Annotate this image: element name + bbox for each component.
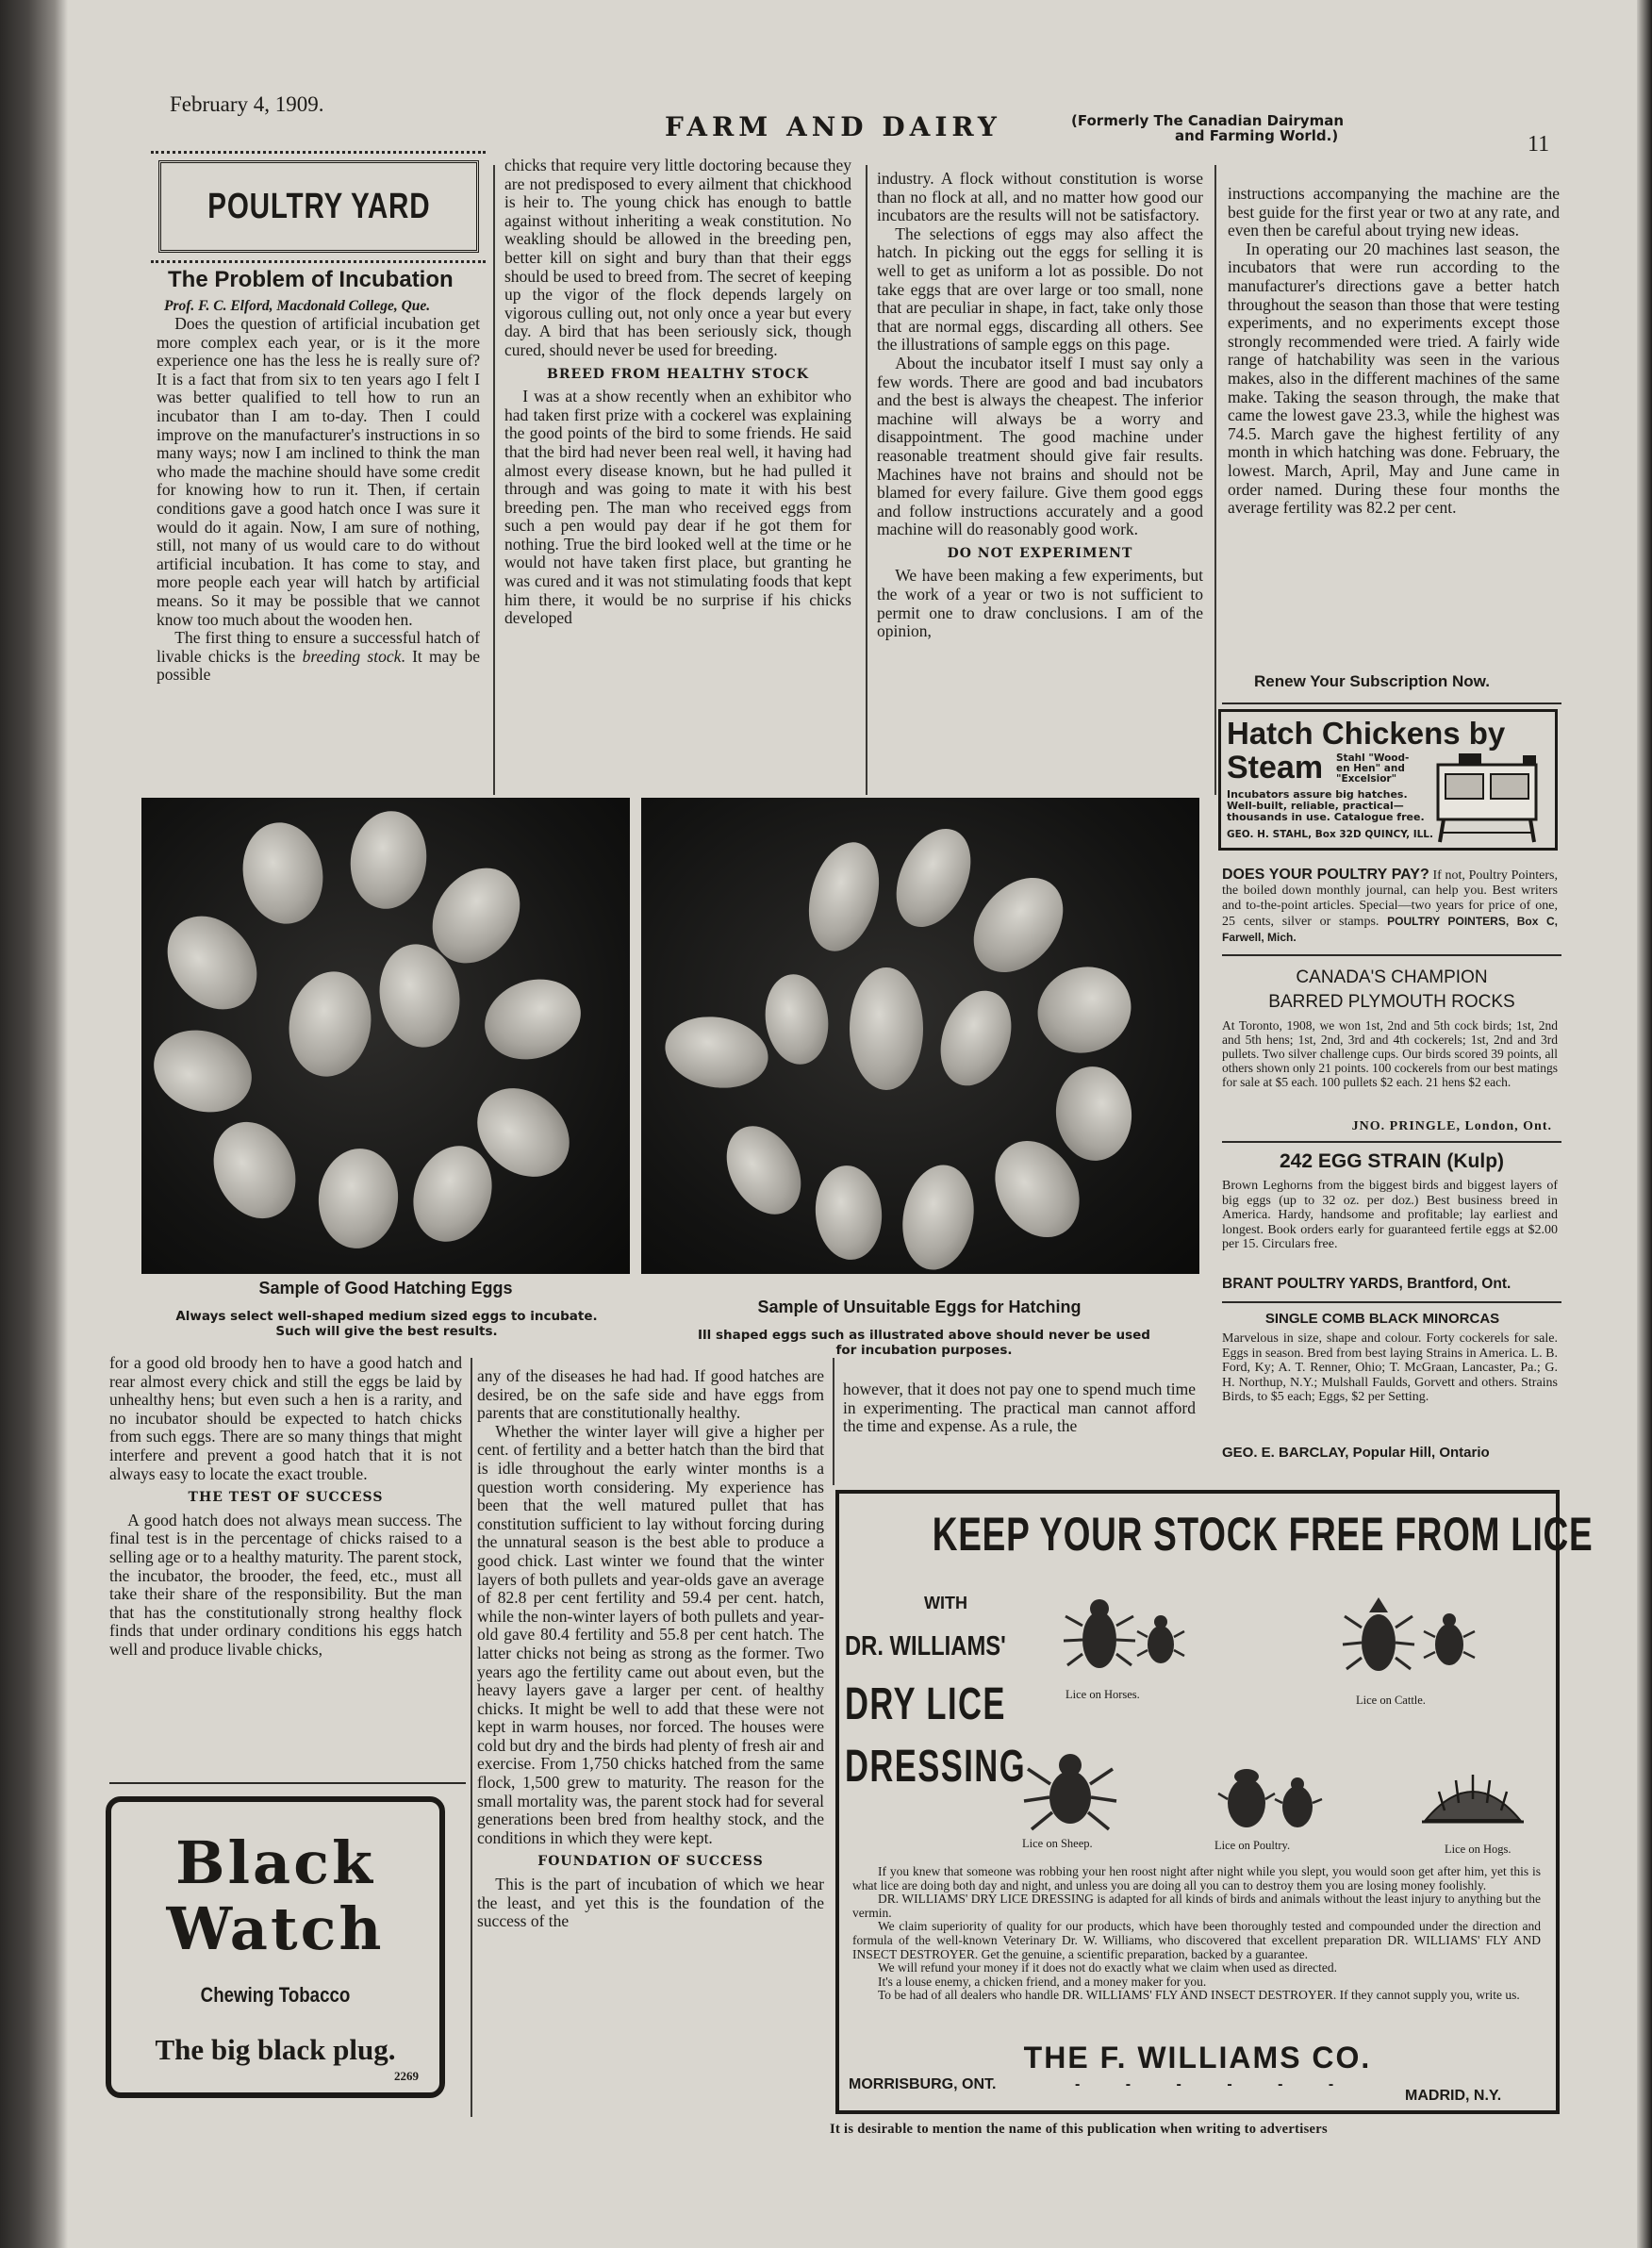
brant-title: 242 EGG STRAIN (Kulp): [1279, 1150, 1505, 1172]
paragraph: This is the part of incubation of which we hear the least, and yet this is the foundation of the success of the: [477, 1875, 824, 1931]
brant-address: BRANT POULTRY YARDS, Brantford, Ont.: [1222, 1276, 1512, 1292]
column-rule: [833, 1358, 834, 1485]
lice-horse-label: Lice on Horses.: [1066, 1688, 1140, 1701]
paragraph: I was at a show recently when an exhibitor who had taken first prize with a cockerel was explaining the good points of the bird to some friends. He said that the bird had never been real well, it having had almost every disease known, but he had pulled it through and was going to mate it with his best breeding pen. The man who received eggs from such a pen would pay dear if he got them for nothing. True the bird looked well at the time or he would not have taken first place, but granting he was cured and it was not stimulating foods that kept him there, it would be no surprise if his chicks developed: [504, 387, 851, 628]
good-eggs-caption-title: Sample of Good Hatching Eggs: [258, 1279, 513, 1298]
egg: [659, 1009, 773, 1096]
good-eggs-caption-line: Such will give the best results.: [275, 1324, 498, 1339]
bad-eggs-caption-line: for incubation purposes.: [835, 1343, 1013, 1358]
stahl-side-line: en Hen" and: [1336, 763, 1405, 774]
footer-note: It is desirable to mention the name of this publication when writing to advertisers: [830, 2122, 1328, 2137]
egg: [198, 1109, 310, 1232]
egg: [850, 967, 923, 1090]
stahl-side-text: [1336, 753, 1409, 785]
photo-unsuitable-eggs: [641, 798, 1199, 1274]
pointers-lead: DOES YOUR POULTRY PAY?: [1222, 867, 1429, 883]
pringle-title-1: CANADA'S CHAMPION: [1296, 967, 1488, 987]
banner-bottom-rule: [151, 260, 486, 263]
egg: [149, 899, 275, 1028]
egg: [344, 806, 433, 914]
egg: [882, 817, 985, 938]
good-eggs-caption: [113, 1309, 660, 1339]
paragraph-tail: . It may be possible: [157, 646, 480, 685]
williams-paragraph: DR. WILLIAMS' DRY LICE DRESSING is adapted for all kinds of birds and animals without the least injury to anything but the vermin.: [852, 1892, 1541, 1920]
article-title: The Problem of Incubation: [168, 267, 454, 292]
williams-brand-1: DR. WILLIAMS': [845, 1631, 1006, 1661]
ad-separator: [1222, 1301, 1561, 1303]
williams-brand-3: DRESSING: [845, 1742, 1027, 1792]
egg: [315, 1146, 403, 1252]
article-byline: Prof. F. C. Elford, Macdonald College, Que.: [164, 298, 431, 314]
poultry-pointers-ad: [1222, 868, 1558, 946]
bad-eggs-caption-title: Sample of Unsuitable Eggs for Hatching: [757, 1298, 1082, 1316]
egg: [760, 970, 834, 1068]
masthead-subtitle: [1071, 113, 1344, 143]
column-rule: [493, 165, 495, 795]
photo-good-eggs: [141, 798, 630, 1274]
pringle-body: At Toronto, 1908, we won 1st, 2nd and 5th cock birds; 1st, 2nd and 5th hens; 1st, 2nd, 3rd and 4th cockerels; 1st, 2nd and 3rd pullets. Two silver challenge cups. Our birds scored 39 points, all others shown only 21 points. 100 cockerels from our best matings for sale at $5 each. 100 pullets $2 each. 21 hens $2 each.: [1222, 1018, 1558, 1089]
subhead-breed-from-healthy-stock: BREED FROM HEALTHY STOCK: [547, 366, 809, 382]
black-watch-title-1: Black: [175, 1828, 375, 1897]
subhead-foundation-of-success: FOUNDATION OF SUCCESS: [537, 1854, 764, 1870]
breeding-stock-emphasis: breeding stock: [302, 646, 402, 666]
pointers-address: POULTRY POINTERS, Box C, Farwell, Mich.: [1222, 915, 1558, 944]
renew-subscription: Renew Your Subscription Now.: [1254, 672, 1490, 690]
stahl-incubator-ad: [1218, 709, 1558, 851]
lice-sheep-illustration: [1018, 1735, 1122, 1839]
paragraph: any of the diseases he had had. If good hatches are desired, be on the safe side and have eggs from parents that are constitutionally healthy.: [477, 1366, 824, 1423]
ad-separator: [1222, 702, 1561, 704]
egg: [1052, 1064, 1135, 1165]
barclay-title: SINGLE COMB BLACK MINORCAS: [1264, 1311, 1500, 1327]
williams-company: THE F. WILLIAMS CO.: [1023, 2041, 1372, 2074]
article-column-1: [157, 315, 480, 685]
black-watch-title-2: Watch: [166, 1894, 385, 1963]
lice-poultry-illustration: [1214, 1761, 1328, 1837]
column-end-rule: [109, 1782, 466, 1784]
section-banner-title: POULTRY YARD: [206, 186, 431, 226]
paragraph: We have been making a few experiments, but the work of a year or two is not sufficient to permit one to draw conclusions. I am of the opinion,: [877, 566, 1203, 641]
column-rule: [471, 1358, 472, 2117]
subhead-test-of-success: THE TEST OF SUCCESS: [188, 1490, 384, 1506]
gutter-shadow: [0, 0, 68, 2248]
egg: [895, 1159, 982, 1275]
paragraph: About the incubator itself I must say only a few words. There are good and bad incubators and the best is always the cheapest. The inferior machine will always be a worry and disappointment. The good machine under reasonable treatment should give fair results. Machines have not brains and should not be blamed for every failure. Give them good eggs and follow instructions accurately and a good machine will do reasonably good work.: [877, 353, 1203, 539]
pringle-title-2: BARRED PLYMOUTH ROCKS: [1268, 992, 1515, 1012]
subhead-do-not-experiment: DO NOT EXPERIMENT: [947, 545, 1133, 561]
stahl-side-line: Stahl "Wood-: [1336, 752, 1410, 764]
pringle-address: JNO. PRINGLE, London, Ont.: [1351, 1119, 1552, 1133]
masthead: FARM AND DAIRY: [665, 111, 1001, 142]
masthead-subtitle-line2: and Farming World.): [1175, 127, 1339, 144]
bad-eggs-caption-line: Ill shaped eggs such as illustrated above should never be used: [698, 1328, 1150, 1343]
masthead-subtitle-line1: (Formerly The Canadian Dairyman: [1071, 112, 1344, 129]
lice-cattle-label: Lice on Cattle.: [1356, 1694, 1426, 1707]
ad-separator: [1222, 1141, 1561, 1143]
barclay-body: Marvelous in size, shape and colour. Forty cockerels for sale. Eggs in season. Bred from best laying Strains in America. L. B. Ford, Ky; A. T. Renner, Ohio; T. McGraan, Lancaster, Pa.; G. H. Northup, N.Y.; Mulshall Faulds, Gorvett and others. Strains Birds, to $5 each; Eggs, $2 per Setting.: [1222, 1331, 1558, 1404]
egg: [928, 981, 1023, 1096]
article-lower-column-2: [477, 1367, 824, 1931]
williams-city-left: MORRISBURG, ONT.: [849, 2076, 997, 2092]
williams-paragraph: It's a louse enemy, a chicken friend, and a money maker for you.: [878, 1974, 1207, 1989]
stahl-address: GEO. H. STAHL, Box 32D QUINCY, ILL.: [1227, 829, 1433, 840]
article-column-3: [877, 170, 1203, 641]
paragraph-lead: The first thing to ensure a successful hatch of livable chicks is the: [157, 628, 480, 666]
paragraph: [157, 629, 480, 685]
williams-with: WITH: [924, 1594, 967, 1612]
lice-hog-illustration: [1416, 1754, 1529, 1839]
williams-dashes: - - - - - -: [1075, 2076, 1355, 2092]
lice-poultry-label: Lice on Poultry.: [1214, 1839, 1291, 1852]
egg: [142, 1017, 263, 1125]
good-eggs-caption-line: Always select well-shaped medium sized eggs to incubate.: [175, 1309, 598, 1324]
egg: [955, 860, 1081, 989]
stahl-steam: Steam: [1227, 750, 1324, 785]
paragraph: In operating our 20 machines last season, the incubators that were run according to the manufacturer's directions gave a better hatch throughout the season than those that were testing experiments, and no experiments except those strongly recommended were tried. A fairly wide range of hatchability was seen in the various makes, also in the different machines of the same make. Taking the season through, the make that came the lowest gave 23.3, while the highest was 74.5. March gave the highest fertility of any month in which hatching was done. February, the lowest. March, April, May and June came in order named. During these four months the average fertility was 82.2 per cent.: [1228, 239, 1560, 518]
egg: [798, 835, 890, 959]
paragraph: Whether the winter layer will give a higher per cent. of fertility and a better hatch than the bird that is idle throughout the early winter months is a question worth considering. My experience has been that the well matured pullet that has constitution sufficient to lay without forcing during the unnatural season is the best able to produce a good chick. Last winter we found that the winter layers of both pullets and year-olds gave an average of 82.8 per cent fertility and 59.4 per cent. hatch, while the non-winter layers of both pullets and year-old gave 80.4 fertility and 55.8 per cent hatch. The latter chicks not being as strong as the former. Two years ago the fertility came out about even, but the heavy layers gave a larger per cent. of healthy chicks. It might be well to add that these were not kept in warm houses, nor forced. The houses were cold but dry and the birds had plenty of fresh air and exercise. From 1,750 chicks hatched from the same flock, 1,500 grew to maturity. The reason for the small mortality was, the parent stock had for several generations been bred from healthy stock, and the conditions in which they were kept.: [477, 1421, 824, 1847]
barclay-address: GEO. E. BARCLAY, Popular Hill, Ontario: [1222, 1445, 1490, 1461]
williams-headline: KEEP YOUR STOCK FREE FROM LICE: [932, 1508, 1594, 1561]
column-rule: [1214, 165, 1216, 795]
ad-separator: [1222, 954, 1561, 956]
paragraph: for a good old broody hen to have a good hatch and rear almost every chick and still the eggs be laid by unhealthy hens; but even such a hen is a rarity, and no incubator should be expected to hatch chicks from such eggs. There are so many things that might interfere and prevent a good hatch that it is not always easy to locate the exact trouble.: [109, 1353, 462, 1483]
page-number: 11: [1528, 132, 1550, 157]
egg: [1026, 954, 1144, 1066]
black-watch-slogan: The big black plug.: [155, 2033, 396, 2066]
article-lower-column-3: [843, 1380, 1196, 1436]
page-edge-shadow: [1637, 0, 1652, 2248]
column-rule: [866, 165, 867, 795]
article-lower-column-1: [109, 1354, 462, 1660]
williams-brand-2: DRY LICE: [845, 1679, 1006, 1729]
egg: [281, 965, 379, 1083]
stahl-side-line: "Excelsior": [1336, 773, 1397, 785]
egg: [473, 967, 592, 1073]
issue-date: February 4, 1909.: [170, 92, 324, 116]
lice-horse-illustration: [1062, 1588, 1194, 1682]
banner-top-rule: [151, 151, 486, 154]
lice-sheep-label: Lice on Sheep.: [1022, 1837, 1093, 1850]
black-watch-subtitle: Chewing Tobacco: [200, 1983, 351, 2007]
article-column-4: [1228, 185, 1560, 518]
paragraph: Does the question of artificial incubation get more complex each year, or is it the more experience one has the less he is really sure of? It is a fact that from six to ten years ago I felt I was better qualified to tell how to run an incubator than I am to-day. Then I could improve on the manufacturer's instructions in so many ways; now I am inclined to think the man who made the machine should have some credit for knowing how to run it. Then, if certain conditions gave a good hatch once I was sure it would do it again. Now, I am sure of nothing, still, not many of us would care to do without artificial incubation. It has come to stay, and more people each year will hatch by artificial means. So it may be possible that we cannot know too much about the wooden hen.: [157, 314, 480, 629]
pointers-body: If not, Poultry Pointers, the boiled down monthly journal, can help you. Best writers and to-the-point articles. Special—two years for price of one, 25 cents, silver or stamps.: [1222, 868, 1558, 929]
paragraph: A good hatch does not always mean success. The final test is in the percentage of chicks raised to a selling age or to a healthy maturity. The parent stock, the incubator, the brooder, the feed, etc., must all take their share of the responsibility. But the man that has the constitutionally strong healthy flock finds that under ordinary conditions his eggs hatch well and produce livable chicks,: [109, 1510, 462, 1659]
williams-paragraph: We claim superiority of quality for our products, which have been thoroughly tested and compounded under the direction and formula of the well-known Veterinary Dr. W. Williams, who discovered that excellent preparation DR. WILLIAMS' FLY AND INSECT DESTROYER. Get the genuine, a scientific preparation, backed by a guarantee.: [852, 1919, 1541, 1961]
incubator-illustration: [1430, 748, 1551, 846]
williams-body: [852, 1865, 1541, 2003]
black-watch-code: 2269: [394, 2069, 419, 2083]
williams-paragraph: If you knew that someone was robbing your hen roost night after night while you slept, you would soon get after him, yet this is what lice are doing both day and night, and unless you are doing all you can to destroy them you are losing money foolishly.: [852, 1864, 1541, 1893]
williams-city-right: MADRID, N.Y.: [1405, 2088, 1502, 2104]
paragraph: however, that it does not pay one to spend much time in experimenting. The practical man cannot afford the time and expense. As a rule, the: [843, 1380, 1196, 1436]
dr-williams-lice-ad: [835, 1490, 1594, 2114]
williams-paragraph: We will refund your money if it does not do exactly what we claim when used as directed.: [878, 1960, 1338, 1975]
paragraph: The selections of eggs may also affect the hatch. In picking out the eggs for selling it is well to get as uniform a lot as possible. Do not take eggs that are over large or too small, none that are peculiar in shape, in fact, take only those that are normal eggs, discarding all others. See the illustrations of sample eggs on this page.: [877, 223, 1203, 355]
stahl-body-line: thousands in use. Catalogue free.: [1227, 811, 1425, 823]
bad-eggs-caption: [641, 1328, 1207, 1358]
stahl-body-line: Incubators assure big hatches.: [1227, 788, 1408, 801]
paragraph: industry. A flock without constitution is worse than no flock at all, and no matter how good our incubators are the results will not be satisfactory.: [877, 169, 1203, 225]
egg: [235, 817, 330, 931]
lice-cattle-illustration: [1341, 1588, 1482, 1682]
stahl-body: [1227, 789, 1425, 823]
lice-hog-label: Lice on Hogs.: [1445, 1843, 1512, 1856]
egg: [812, 1163, 885, 1263]
black-watch-ad: [106, 1796, 445, 2098]
williams-paragraph: To be had of all dealers who handle DR. WILLIAMS' FLY AND INSECT DESTROYER. If they cannot supply you, write us.: [878, 1988, 1520, 2003]
stahl-body-line: Well-built, reliable, practical—: [1227, 800, 1404, 812]
paragraph: instructions accompanying the machine are the best guide for the first year or two at any rate, and even then be careful about trying new ideas.: [1228, 184, 1560, 240]
paragraph: chicks that require very little doctoring because they are not predisposed to every ailment that chickhood is heir to. The young chick has enough to battle against without inheriting a weak constitution. No weakling should be allowed in the breeding pen, better kill on sight and bury than that their eggs should be used to breed from. The secret of keeping up the vigor of the flock depends largely on vigorous culling out, not only once a year but every day. A bird that has been seriously sick, though cured, should never be used for breeding.: [504, 156, 851, 359]
section-banner: [158, 160, 479, 253]
egg: [712, 1113, 817, 1228]
brant-body: Brown Leghorns from the biggest birds and biggest layers of big eggs (up to 32 oz. per doz.) Best business breed in America. Hardy, handsome and profitable; lay earliest and longest. Book orders early for guaranteed fertile eggs at $2.00 per 15. Circulars free.: [1222, 1179, 1558, 1251]
article-column-2: [504, 157, 851, 628]
stahl-headline: Hatch Chickens by: [1227, 716, 1506, 751]
